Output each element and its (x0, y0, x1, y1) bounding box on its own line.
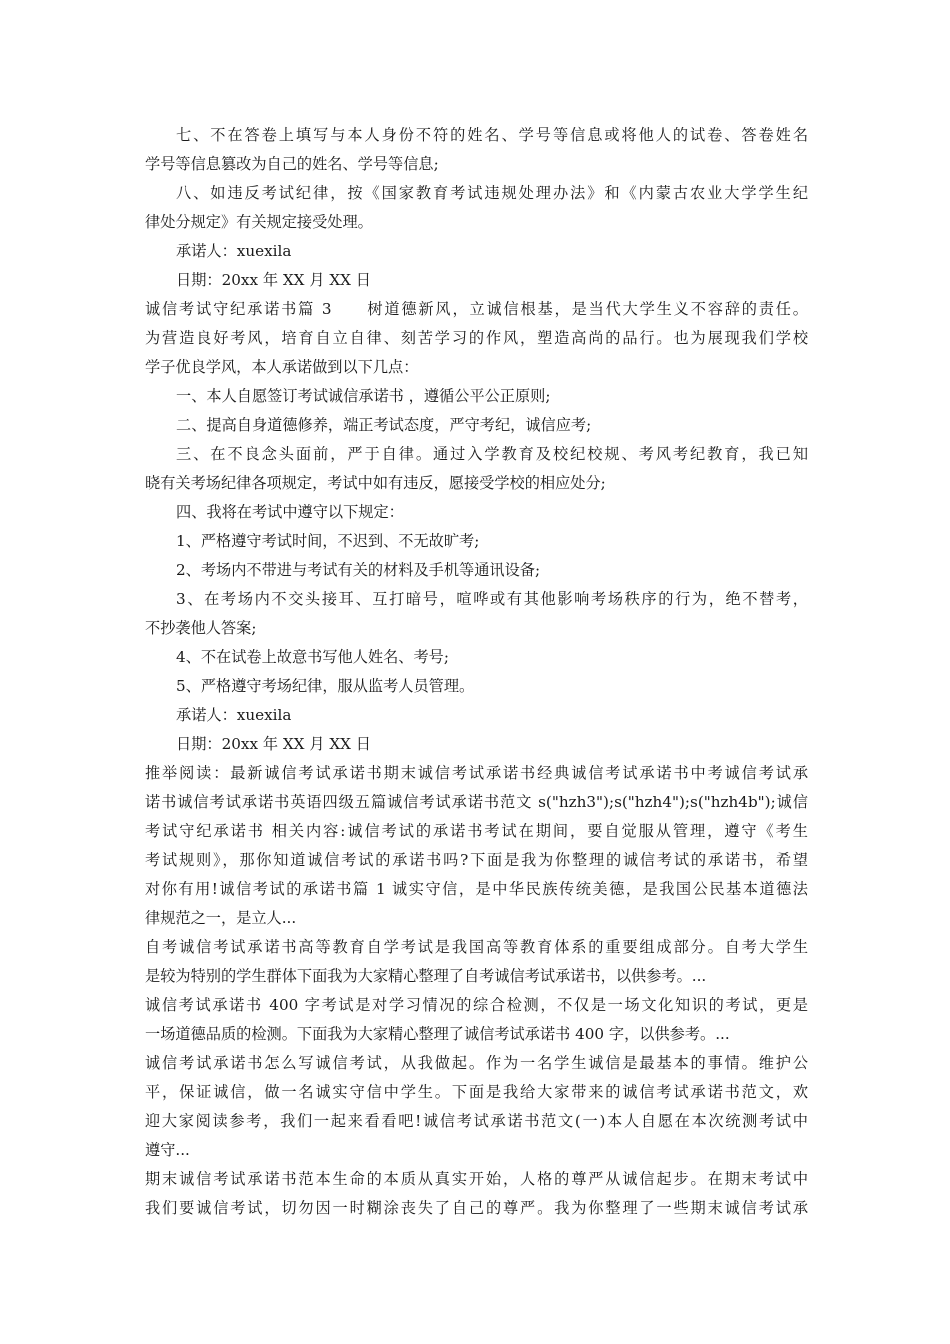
text-line: 一、本人自愿签订考试诚信承诺书 ，遵循公平公正原则; (176, 387, 551, 405)
text-line: 诚信考试承诺书 400 字考试是对学习情况的综合检测，不仅是一场文化知识的考试，更是 (145, 996, 808, 1014)
text-line: 考试规则》，那你知道诚信考试的承诺书吗?下面是我为你整理的诚信考试的承诺书，希望 (145, 851, 808, 869)
text-line: 迎大家阅读参考，我们一起来看看吧!诚信考试承诺书范文(一)本人自愿在本次统测考试中 (145, 1112, 808, 1130)
text-line: 诚信考试守纪承诺书篇 3 树道德新风，立诚信根基，是当代大学生义不容辞的责任。 (145, 300, 808, 318)
text-line: 4、不在试卷上故意书写他人姓名、考号; (176, 648, 449, 666)
text-line: 一场道德品质的检测。下面我为大家精心整理了诚信考试承诺书 400 字，以供参考。... (145, 1025, 730, 1043)
text-line: 四、我将在考试中遵守以下规定： (176, 503, 404, 521)
text-line: 学号等信息篡改为自己的姓名、学号等信息; (145, 155, 439, 173)
text-line: 三、在不良念头面前，严于自律。通过入学教育及校纪校规、考风考纪教育，我已知 (176, 445, 808, 463)
text-line: 日期：20xx 年 XX 月 XX 日 (176, 735, 371, 753)
text-line: 期末诚信考试承诺书范本生命的本质从真实开始，人格的尊严从诚信起步。在期末考试中 (145, 1170, 808, 1188)
text-line: 1、严格遵守考试时间，不迟到、不无故旷考; (176, 532, 480, 550)
text-line: 晓有关考场纪律各项规定，考试中如有违反，愿接受学校的相应处分; (145, 474, 606, 492)
document-page (145, 121, 808, 1223)
text-line: 平，保证诚信，做一名诚实守信中学生。下面是我给大家带来的诚信考试承诺书范文，欢 (145, 1083, 808, 1101)
text-line: 律处分规定》有关规定接受处理。 (145, 213, 373, 231)
text-line: 考试守纪承诺书 相关内容:诚信考试的承诺书考试在期间，要自觉服从管理，遵守《考生 (145, 822, 808, 840)
text-line: 我们要诚信考试，切勿因一时糊涂丧失了自己的尊严。我为你整理了一些期末诚信考试承 (145, 1199, 808, 1217)
text-line: 对你有用!诚信考试的承诺书篇 1 诚实守信，是中华民族传统美德，是我国公民基本道德法 (145, 880, 808, 898)
text-line: 是较为特别的学生群体下面我为大家精心整理了自考诚信考试承诺书，以供参考。... (145, 967, 707, 985)
text-line: 不抄袭他人答案; (145, 619, 257, 637)
text-line: 律规范之一，是立人... (145, 909, 297, 927)
text-line: 学子优良学风，本人承诺做到以下几点： (145, 358, 419, 376)
text-line: 诺书诚信考试承诺书英语四级五篇诚信考试承诺书范文 s("hzh3");s("hzh4");s("hzh4b");诚信 (145, 793, 808, 811)
text-line: 二、提高自身道德修养，端正考试态度，严守考纪，诚信应考; (176, 416, 592, 434)
text-line: 自考诚信考试承诺书高等教育自学考试是我国高等教育体系的重要组成部分。自考大学生 (145, 938, 808, 956)
text-line: 承诺人：xuexila (176, 706, 292, 724)
text-line: 八、如违反考试纪律，按《国家教育考试违规处理办法》和《内蒙古农业大学学生纪 (176, 184, 808, 202)
text-line: 推举阅读：最新诚信考试承诺书期末诚信考试承诺书经典诚信考试承诺书中考诚信考试承 (145, 764, 808, 782)
text-line: 为营造良好考风，培育自立自律、刻苦学习的作风，塑造高尚的品行。也为展现我们学校 (145, 329, 808, 347)
text-line: 2、考场内不带进与考试有关的材料及手机等通讯设备; (176, 561, 541, 579)
text-line: 3、在考场内不交头接耳、互打暗号，喧哗或有其他影响考场秩序的行为，绝不替考， (176, 590, 808, 608)
text-line: 七、不在答卷上填写与本人身份不符的姓名、学号等信息或将他人的试卷、答卷姓名 (176, 126, 808, 144)
text-line: 5、严格遵守考场纪律，服从监考人员管理。 (176, 677, 475, 695)
text-line: 遵守... (145, 1141, 190, 1159)
text-line: 日期：20xx 年 XX 月 XX 日 (176, 271, 371, 289)
text-line: 承诺人：xuexila (176, 242, 292, 260)
text-line: 诚信考试承诺书怎么写诚信考试，从我做起。作为一名学生诚信是最基本的事情。维护公 (145, 1054, 808, 1072)
